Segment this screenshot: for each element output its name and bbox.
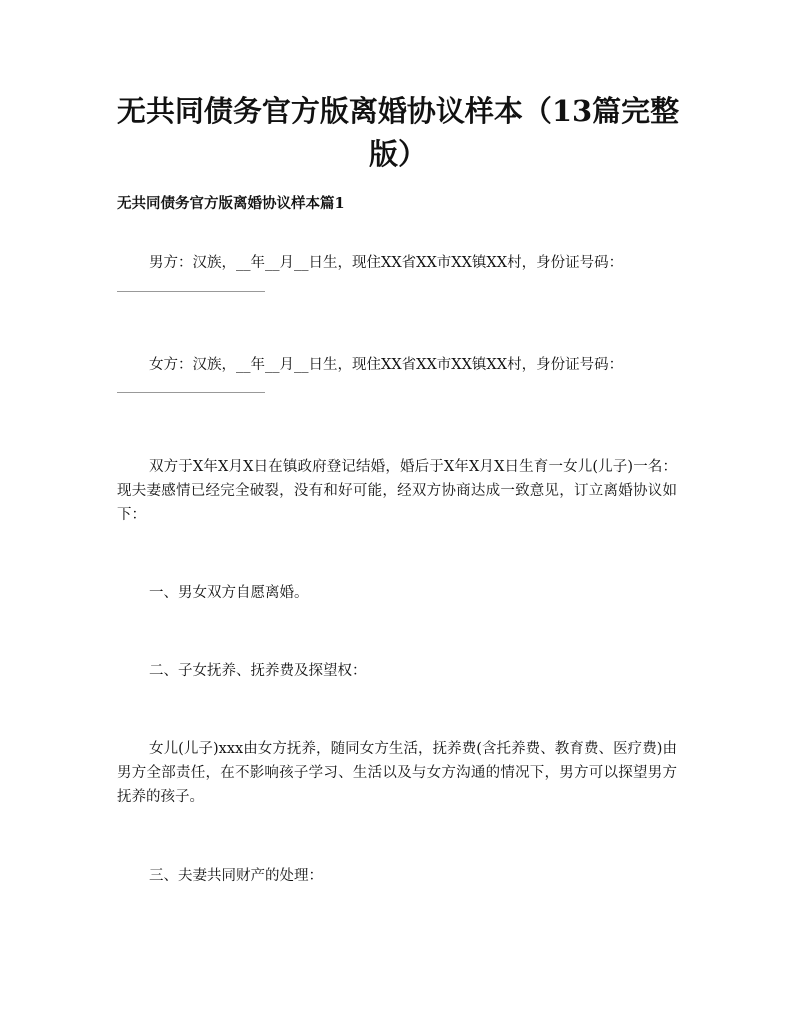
section-heading: 无共同债务官方版离婚协议样本篇1 — [117, 195, 345, 212]
clause-two-heading: 二、子女抚养、抚养费及探望权： — [149, 663, 367, 679]
id-number-blank-line — [117, 392, 265, 393]
paragraph-child-custody: 女儿(儿子)xxx由女方抚养，随同女方生活，抚养费(含托养费、教育费、医疗费)由男方全部责任，在不影响孩子学习、生活以及与女方沟通的情况下，男方可以探望男方抚养的孩子。 — [117, 741, 677, 805]
clause-one: 一、男女双方自愿离婚。 — [149, 585, 309, 601]
document-title: 无共同债务官方版离婚协议样本（13篇完整版） — [116, 94, 680, 171]
paragraph-female-party: 女方：汉族，__年__月__日生，现住XX省XX市XX镇XX村，身份证号码： — [149, 357, 624, 373]
paragraph-marriage-info: 双方于X年X月X日在镇政府登记结婚，婚后于X年X月X日生育一女儿(儿子)一名：现夫妻感情已经完全破裂，没有和好可能，经双方协商达成一致意见，订立离婚协议如下： — [117, 459, 677, 523]
paragraph-male-party: 男方：汉族，__年__月__日生，现住XX省XX市XX镇XX村，身份证号码： — [149, 255, 624, 271]
id-number-blank-line — [117, 291, 265, 292]
clause-three-heading: 三、夫妻共同财产的处理： — [149, 868, 323, 884]
